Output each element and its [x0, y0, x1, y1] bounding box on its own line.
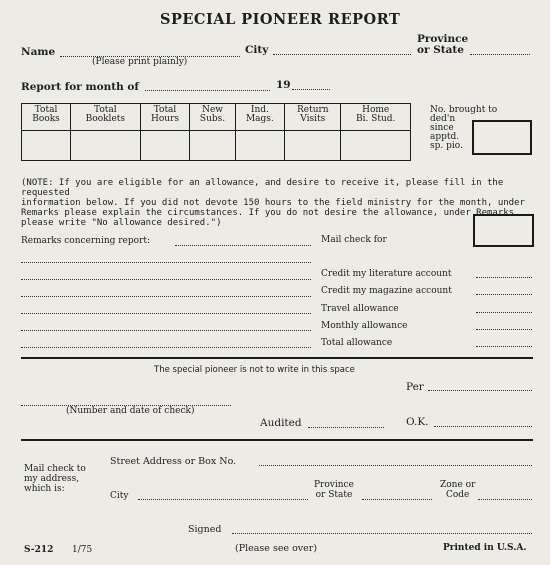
city-field[interactable] [273, 54, 411, 55]
travel-allowance-label: Travel allowance [321, 304, 399, 314]
col-return-visits: Return Visits [285, 104, 341, 131]
no-brought-label: No. brought to ded'n since apptd. sp. pio. [430, 105, 498, 151]
printed-in-usa: Printed in U.S.A. [443, 543, 527, 553]
province-address-label: Province or State [314, 480, 354, 500]
audited-label: Audited [260, 417, 302, 429]
mail-check-to-label: Mail check to my address, which is: [24, 464, 86, 494]
no-brought-box[interactable] [472, 120, 532, 155]
remarks-label: Remarks concerning report: [21, 236, 151, 246]
zone-code-field[interactable] [478, 499, 532, 500]
monthly-allowance-field[interactable] [476, 329, 532, 330]
city-address-label: City [110, 491, 129, 501]
section-divider-1 [21, 357, 533, 359]
remarks-line-7[interactable] [21, 347, 311, 348]
col-new-subs: New Subs. [190, 104, 235, 131]
per-field[interactable] [428, 390, 532, 391]
cell-ind-mags[interactable] [235, 131, 285, 161]
see-over-note: (Please see over) [235, 543, 318, 554]
monthly-allowance-label: Monthly allowance [321, 321, 408, 331]
remarks-line-2[interactable] [21, 262, 311, 263]
cell-total-hours[interactable] [140, 131, 190, 161]
remarks-line-5[interactable] [21, 313, 311, 314]
cell-total-booklets[interactable] [71, 131, 140, 161]
remarks-line-6[interactable] [21, 330, 311, 331]
signature-field[interactable] [232, 533, 532, 534]
mail-check-for-box[interactable] [473, 214, 534, 247]
province-label: Province [417, 33, 469, 45]
col-total-hours: Total Hours [140, 104, 190, 131]
office-notice: The special pioneer is not to write in this space [154, 365, 355, 375]
city-address-field[interactable] [138, 499, 308, 500]
section-divider-2 [21, 439, 533, 441]
credit-literature-field[interactable] [476, 277, 532, 278]
form-date: 1/75 [72, 545, 93, 555]
remarks-line-4[interactable] [21, 296, 311, 297]
credit-literature-label: Credit my literature account [321, 269, 452, 279]
street-label: Street Address or Box No. [110, 456, 237, 467]
signed-label: Signed [188, 524, 222, 535]
province-field[interactable] [470, 54, 530, 55]
total-allowance-field[interactable] [476, 346, 532, 347]
cell-home-bi-stud[interactable] [341, 131, 411, 161]
col-home-bi-stud: Home Bi. Stud. [341, 104, 411, 131]
name-label: Name [21, 46, 56, 58]
note-text: (NOTE: If you are eligible for an allowance, and desire to receive it, please fill in the requested information below. If you did not devote 150 hours to the field ministry for the month, under Remarks please explain the circumstances. If you do not desire the allowance, under Remarks please write "No allowance desired.") [21, 178, 525, 228]
remarks-line-3[interactable] [21, 279, 311, 280]
credit-magazine-label: Credit my magazine account [321, 286, 452, 296]
per-label: Per [406, 381, 424, 393]
ok-field[interactable] [434, 426, 532, 427]
form-title: SPECIAL PIONEER REPORT [160, 11, 401, 28]
zone-code-label: Zone or Code [440, 480, 476, 500]
street-field[interactable] [259, 465, 532, 466]
report-month-label: Report for month of [21, 81, 139, 93]
province-address-field[interactable] [362, 499, 432, 500]
year-prefix: 19 [276, 79, 291, 91]
report-month-field[interactable] [145, 90, 270, 91]
remarks-line-1[interactable] [175, 245, 311, 246]
year-field[interactable] [292, 89, 330, 90]
credit-magazine-field[interactable] [476, 294, 532, 295]
audited-field[interactable] [308, 427, 384, 428]
state-label: or State [417, 44, 464, 56]
city-label: City [245, 44, 269, 56]
cell-total-books[interactable] [22, 131, 71, 161]
form-number: S-212 [24, 545, 54, 555]
cell-new-subs[interactable] [190, 131, 235, 161]
cell-return-visits[interactable] [285, 131, 341, 161]
travel-allowance-field[interactable] [476, 312, 532, 313]
total-allowance-label: Total allowance [321, 338, 393, 348]
ok-label: O.K. [406, 416, 429, 428]
print-hint: (Please print plainly) [92, 57, 188, 67]
col-ind-mags: Ind. Mags. [235, 104, 285, 131]
col-total-booklets: Total Booklets [71, 104, 140, 131]
mail-check-for-label: Mail check for [321, 235, 387, 245]
report-table [21, 103, 411, 161]
col-total-books: Total Books [22, 104, 71, 131]
number-date-label: (Number and date of check) [66, 406, 195, 416]
